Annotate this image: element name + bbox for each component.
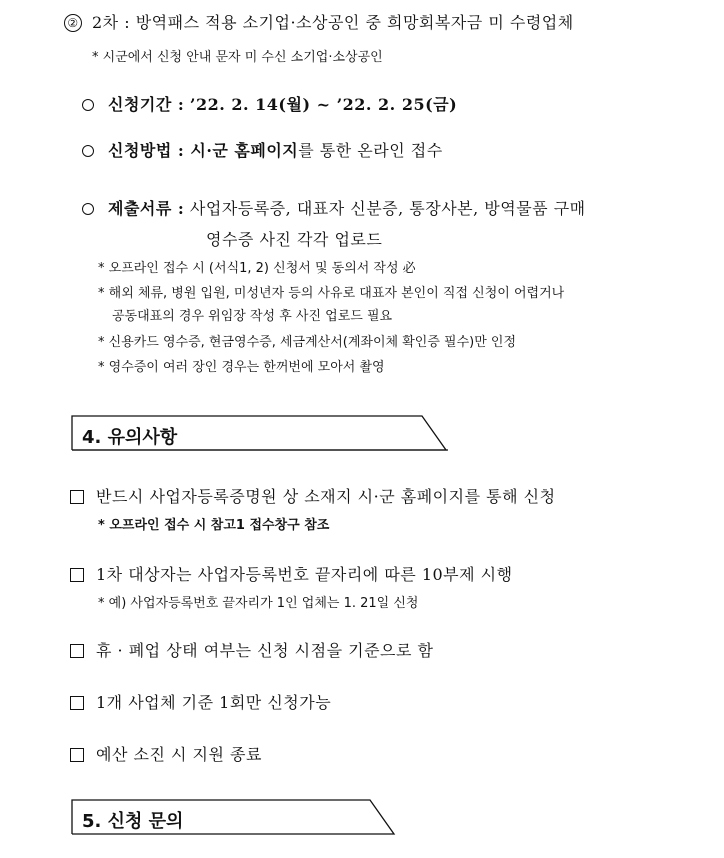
item-2-line [64, 10, 574, 33]
item-2-note: * 시군에서 신청 안내 문자 미 수신 소기업·소상공인 [92, 50, 383, 65]
method-label: 신청방법 : 시·군 홈페이지 [108, 141, 299, 160]
section-4-header [72, 416, 452, 450]
notice-item-1-note: * 오프라인 접수 시 참고1 접수창구 참조 [98, 518, 330, 533]
notice-item-3 [70, 638, 433, 661]
circle-bullet-icon [82, 145, 94, 157]
docs-note-3: * 신용카드 영수증, 현금영수증, 세금계산서(계좌이체 확인증 필수)만 인정 [98, 335, 517, 350]
notice-item-4-text: 1개 사업체 기준 1회만 신청가능 [96, 693, 332, 712]
checkbox-icon [70, 490, 84, 504]
notice-item-5-text: 예산 소진 시 지원 종료 [96, 745, 262, 764]
notice-item-2 [70, 562, 513, 585]
notice-item-5 [70, 742, 262, 765]
checkbox-icon [70, 748, 84, 762]
method-line [82, 138, 443, 161]
notice-item-1-text: 반드시 사업자등록증명원 상 소재지 시·군 홈페이지를 통해 신청 [96, 487, 556, 506]
docs-note-1: * 오프라인 접수 시 (서식1, 2) 신청서 및 동의서 작성 必 [98, 261, 416, 276]
checkbox-icon [70, 696, 84, 710]
section-5-header [72, 800, 402, 834]
docs-note-2: * 해외 체류, 병원 입원, 미성년자 등의 사유로 대표자 본인이 직접 신청이 어렵거나 [98, 286, 565, 301]
docs-note-4: * 영수증이 여러 장인 경우는 한꺼번에 모아서 촬영 [98, 360, 385, 375]
item-2-text: 2차 : 방역패스 적용 소기업·소상공인 중 희망회복자금 미 수령업체 [92, 13, 574, 32]
circled-two-marker: ② [64, 14, 82, 32]
circle-bullet-icon [82, 99, 94, 111]
period-line [82, 92, 457, 115]
docs-note-2-cont: 공동대표의 경우 위임장 작성 후 사진 업로드 필요 [112, 309, 393, 324]
docs-line-1 [82, 196, 586, 219]
section-4-title: 4. 유의사항 [82, 427, 178, 448]
notice-item-2-text: 1차 대상자는 사업자등록번호 끝자리에 따른 10부제 시행 [96, 565, 513, 584]
notice-item-4 [70, 690, 331, 713]
checkbox-icon [70, 644, 84, 658]
notice-item-1 [70, 484, 556, 507]
method-value: 를 통한 온라인 접수 [298, 141, 443, 160]
checkbox-icon [70, 568, 84, 582]
circle-bullet-icon [82, 203, 94, 215]
period-value: ’22. 2. 14(월) ~ ’22. 2. 25(금) [189, 95, 458, 114]
docs-label: 제출서류 : [108, 199, 185, 218]
docs-text-1: 사업자등록증, 대표자 신분증, 통장사본, 방역물품 구매 [189, 199, 586, 218]
notice-item-2-note: * 예) 사업자등록번호 끝자리가 1인 업체는 1. 21일 신청 [98, 596, 419, 611]
section-5-title: 5. 신청 문의 [82, 811, 184, 832]
notice-item-3-text: 휴 · 폐업 상태 여부는 신청 시점을 기준으로 함 [96, 641, 434, 660]
docs-text-2: 영수증 사진 각각 업로드 [206, 230, 383, 249]
period-label: 신청기간 : [108, 95, 185, 114]
